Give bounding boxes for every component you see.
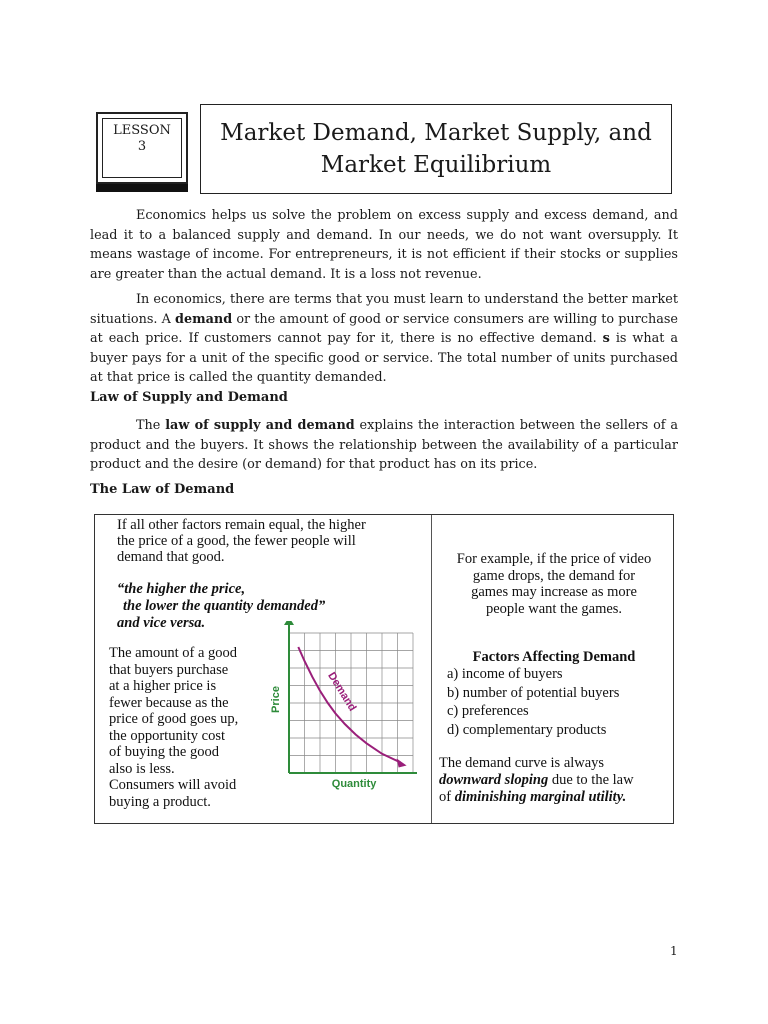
- example-line: people want the games.: [485, 600, 623, 617]
- left-body-line: also is less.: [109, 760, 175, 777]
- demand-curve-arrow: [397, 759, 407, 768]
- left-body-line: fewer because as the: [109, 694, 229, 711]
- figure-intro-line-1: If all other factors remain equal, the higher: [117, 517, 366, 533]
- terms-paragraph: [90, 290, 678, 388]
- figure-quote-line-1: “the higher the price,: [117, 581, 246, 597]
- factor-item: d) complementary products: [447, 721, 607, 738]
- downward-sloping-emphasis: downward sloping: [439, 772, 549, 788]
- left-body-line: price of good goes up,: [109, 711, 239, 727]
- demand-series-label: Demand: [325, 670, 359, 714]
- factors-list: [447, 665, 619, 739]
- left-body-line: at a higher price is: [109, 678, 217, 694]
- figure-column-divider: [431, 515, 432, 823]
- left-body-line: The amount of a good: [109, 645, 238, 661]
- x-axis-label: Quantity: [331, 778, 377, 790]
- terms-demand-bold: demand: [175, 311, 233, 327]
- example-line: game drops, the demand for: [472, 567, 636, 584]
- closing-line-2: [439, 772, 634, 789]
- closing-line-3-start: of: [439, 789, 455, 805]
- factors-title: Factors Affecting Demand: [472, 649, 636, 665]
- terms-text-e: is what a buyer pays for a unit of the specific good or service. The total number of units purchased at that price is called the quantity demanded.: [90, 331, 678, 385]
- left-body-line: Consumers will avoid: [109, 777, 237, 793]
- closing-line-3: [439, 789, 626, 806]
- page-title: [200, 104, 672, 194]
- lesson-label: LESSON: [113, 123, 171, 138]
- heading-law-supply-demand: Law of Supply and Demand: [90, 390, 288, 405]
- factor-item: a) income of buyers: [447, 666, 563, 682]
- y-axis-label: Price: [270, 686, 282, 713]
- demand-curve-svg: [261, 621, 421, 805]
- closing-line-2-rest: due to the law: [548, 772, 634, 788]
- terms-text-a: In economics, there are terms that you must learn to understand the better market situations. A: [90, 292, 678, 327]
- heading-law-of-demand: The Law of Demand: [90, 482, 235, 497]
- figure-quote-line-3: and vice versa.: [117, 615, 206, 631]
- law-paragraph: [90, 416, 678, 475]
- example-line: For example, if the price of video: [456, 551, 652, 567]
- title-line-2: Market Equilibrium: [320, 152, 552, 178]
- demand-curve-chart: [261, 621, 421, 805]
- lesson-number: 3: [137, 139, 147, 154]
- figure-intro-line-3: demand that good.: [117, 549, 225, 565]
- intro-paragraph: [90, 206, 678, 284]
- left-body-line: that buyers purchase: [109, 661, 229, 678]
- terms-s-bold: s: [602, 331, 610, 346]
- factor-item: b) number of potential buyers: [447, 684, 620, 701]
- lesson-badge-base: [96, 184, 188, 192]
- left-body-line: of buying the good: [109, 744, 219, 760]
- law-of-demand-figure: [94, 514, 674, 824]
- left-body-line: buying a product.: [109, 793, 211, 810]
- figure-intro-line-2: the price of a good, the fewer people will: [117, 533, 356, 549]
- terms-text-c: or the amount of good or service consumers are willing to purchase at each price. If customers cannot pay for it, there is no effective demand.: [90, 311, 678, 346]
- figure-example: [443, 551, 665, 617]
- diminishing-utility-emphasis: diminishing marginal utility.: [454, 789, 627, 805]
- law-bold: law of supply and demand: [165, 418, 355, 433]
- closing-line-1: The demand curve is always: [439, 755, 605, 771]
- factor-item: c) preferences: [447, 703, 529, 719]
- example-line: games may increase as more: [471, 584, 637, 600]
- left-body-line: the opportunity cost: [109, 727, 225, 744]
- title-line-1: Market Demand, Market Supply, and: [220, 120, 652, 146]
- lesson-badge: [96, 112, 188, 184]
- lesson-badge-inner: [102, 118, 182, 178]
- figure-left-body: [109, 645, 238, 810]
- law-text-a: The: [136, 418, 166, 433]
- y-axis-arrow: [284, 621, 294, 625]
- intro-paragraph-text: Economics helps us solve the problem on excess supply and excess demand, and lead it to a balanced supply and demand. In our needs, we do not want oversupply. It means wastage of income. For entrepreneurs, it is not efficient if their stocks or supplies are greater than the actual demand. It is a loss not revenue.: [90, 208, 678, 282]
- figure-quote-line-2: the lower the quantity demanded”: [123, 598, 326, 614]
- law-text-c: explains the interaction between the sellers of a product and the buyers. It shows the relationship between the availability of a particular product and the desire (or demand) for that product has on its price.: [90, 418, 678, 472]
- page-number: 1: [670, 944, 678, 958]
